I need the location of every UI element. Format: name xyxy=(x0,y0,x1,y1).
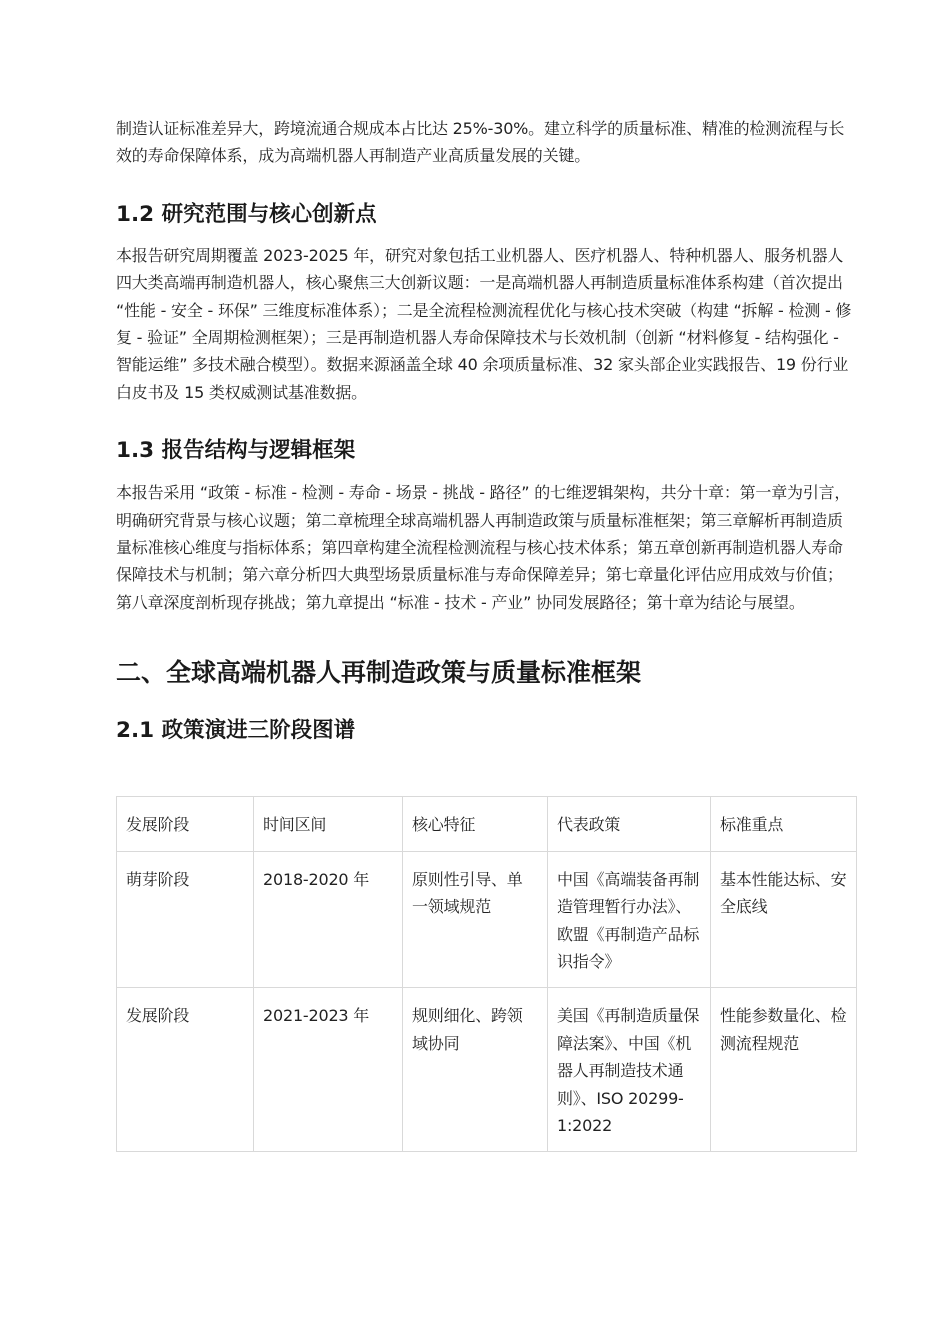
table-cell: 中国《高端装备再制造管理暂行办法》、欧盟《再制造产品标识指令》 xyxy=(548,851,711,988)
table-cell: 萌芽阶段 xyxy=(117,851,254,988)
intro-paragraph: 制造认证标准差异大，跨境流通合规成本占比达 25%-30%。建立科学的质量标准、精准的检测流程与长效的寿命保障体系，成为高端机器人再制造产业高质量发展的关键。 xyxy=(116,119,845,166)
header-features: 核心特征 xyxy=(403,797,548,851)
policy-stages-table xyxy=(116,796,857,1152)
table-cell: 2018-2020 年 xyxy=(254,851,403,988)
section-1-3-heading: 1.3 报告结构与逻辑框架 xyxy=(116,438,356,464)
table-cell: 美国《再制造质量保障法案》、中国《机器人再制造技术通则》、ISO 20299-1:2022 xyxy=(548,988,711,1152)
section-1-3-paragraph: 本报告采用 “政策 - 标准 - 检测 - 寿命 - 场景 - 挑战 - 路径” 的七维逻辑架构，共分十章：第一章为引言，明确研究背景与核心议题；第二章梳理全球高端机器人再制造政策与质量标准框架；第三章解析再制造质量标准核心维度与指标体系；第四章构建全流程检测流程与核心技术体系；第五章创新再制造机器人寿命保障技术与机制；第六章分析四大典型场景质量标准与寿命保障差异；第七章量化评估应用成效与价值；第八章深度剖析现存挑战；第九章提出 “标准 - 技术 - 产业” 协同发展路径；第十章为结论与展望。 xyxy=(116,483,851,612)
table-cell: 原则性引导、单一领域规范 xyxy=(403,851,548,988)
document-page xyxy=(116,115,856,1152)
table-header-row xyxy=(117,797,857,851)
table-cell: 性能参数量化、检测流程规范 xyxy=(711,988,857,1152)
section-1-2-heading: 1.2 研究范围与核心创新点 xyxy=(116,201,377,227)
chapter-2-heading: 二、全球高端机器人再制造政策与质量标准框架 xyxy=(116,658,642,688)
header-policies: 代表政策 xyxy=(548,797,711,851)
table-row xyxy=(117,851,857,988)
header-period: 时间区间 xyxy=(254,797,403,851)
table-row xyxy=(117,988,857,1152)
section-1-2-paragraph: 本报告研究周期覆盖 2023-2025 年，研究对象包括工业机器人、医疗机器人、特种机器人、服务机器人四大类高端再制造机器人，核心聚焦三大创新议题：一是高端机器人再制造质量标准体系构建（首次提出 “性能 - 安全 - 环保” 三维度标准体系）；二是全流程检测流程优化与核心技术突破（构建 “拆解 - 检测 - 修复 - 验证” 全周期检测框架）；三是再制造机器人寿命保障技术与长效机制（创新 “材料修复 - 结构强化 - 智能运维” 多技术融合模型）。数据来源涵盖全球 40 余项质量标准、32 家头部企业实践报告、19 份行业白皮书及 15 类权威测试基准数据。 xyxy=(116,245,852,402)
table-cell: 基本性能达标、安全底线 xyxy=(711,851,857,988)
header-focus: 标准重点 xyxy=(711,797,857,851)
section-2-1-heading: 2.1 政策演进三阶段图谱 xyxy=(116,718,356,744)
table-cell: 2021-2023 年 xyxy=(254,988,403,1152)
table-cell: 发展阶段 xyxy=(117,988,254,1152)
header-stage: 发展阶段 xyxy=(117,797,254,851)
table-cell: 规则细化、跨领域协同 xyxy=(403,988,548,1152)
